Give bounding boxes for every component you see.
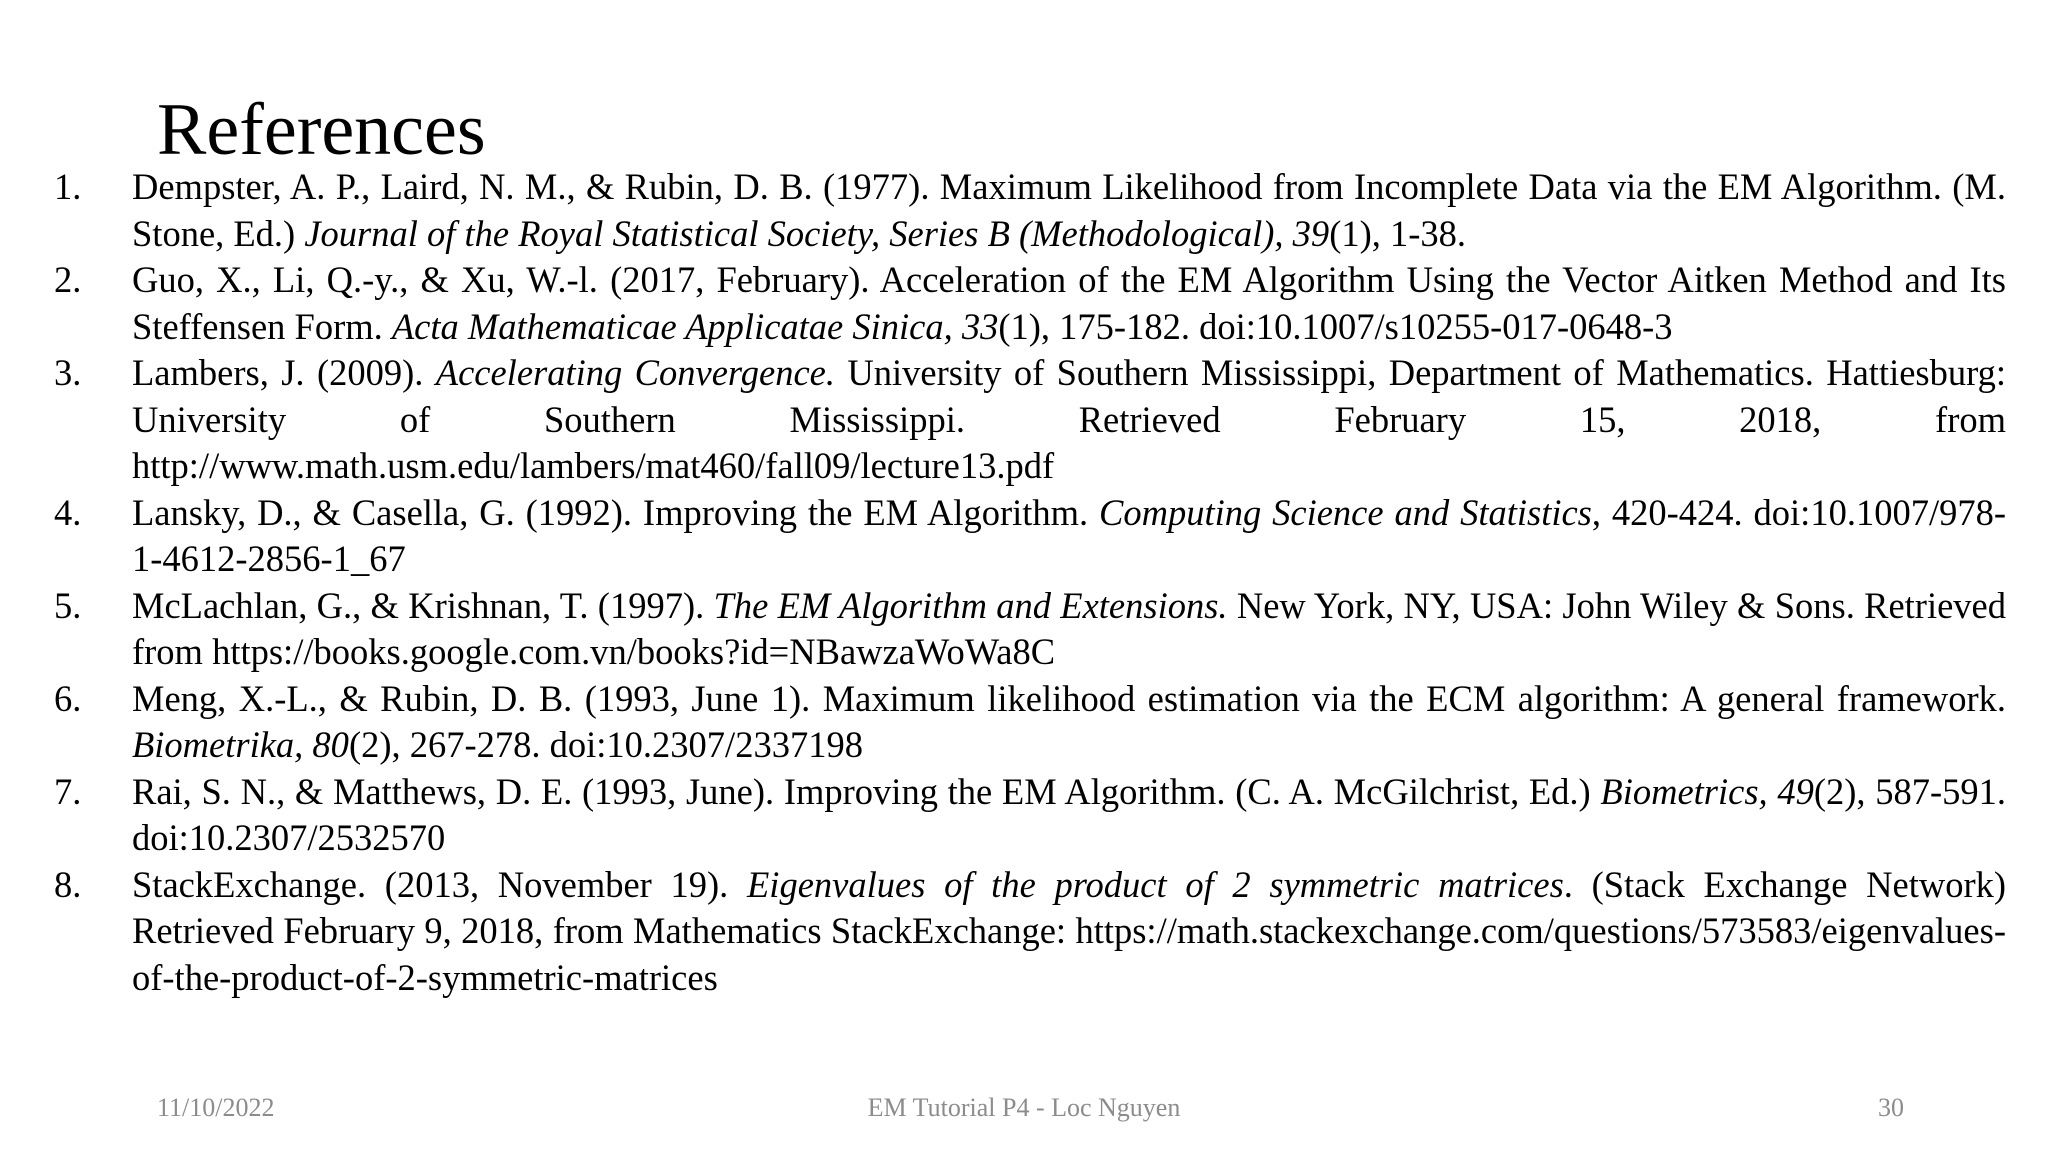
reference-segment: (2), 587-591. doi:10.2307/2532570	[132, 770, 2007, 858]
reference-segment: (2), 267-278. doi:10.2307/2337198	[348, 724, 863, 765]
reference-segment: Dempster, A. P., Laird, N. M., & Rubin, D. B. (1977). Maximum Likelihood from Incomplete Data via the EM Algorithm. (M. Stone, Ed.)	[132, 166, 2006, 254]
footer-date: 11/10/2022	[157, 1093, 275, 1122]
reference-segment: McLachlan, G., & Krishnan, T. (1997).	[132, 584, 714, 626]
reference-italic-segment: Biometrika, 80	[132, 724, 349, 765]
reference-number: 7.	[54, 770, 82, 812]
reference-item	[54, 862, 2006, 1002]
reference-text	[132, 585, 2006, 673]
reference-item	[54, 583, 2006, 676]
reference-number: 1.	[54, 166, 82, 207]
reference-number: 3.	[54, 352, 82, 393]
reference-italic-segment: Eigenvalues of the product of 2 symmetric matrices	[747, 863, 1564, 905]
reference-number: 4.	[54, 491, 82, 533]
reference-italic-segment: Acta Mathematicae Applicatae Sinica, 33	[391, 305, 999, 347]
reference-segment: Meng, X.-L., & Rubin, D. B. (1993, June 1). Maximum likelihood estimation via the ECM algorithm: A general framework.	[132, 677, 2006, 719]
reference-segment: Rai, S. N., & Matthews, D. E. (1993, June). Improving the EM Algorithm. (C. A. McGilchrist, Ed.)	[132, 770, 1601, 812]
reference-item	[54, 257, 2006, 350]
reference-text	[132, 864, 2006, 998]
reference-text	[132, 771, 2006, 859]
reference-item	[54, 769, 2006, 862]
reference-segment: Lambers, J. (2009).	[132, 352, 436, 393]
reference-text	[132, 492, 2006, 580]
reference-list	[54, 164, 2006, 1001]
reference-segment: New York, NY, USA: John Wiley & Sons. Retrieved from https://books.google.com.vn/books?id=NBawzaWoWa8C	[132, 584, 2006, 672]
reference-segment: Guo, X., Li, Q.-y., & Xu, W.-l. (2017, February). Acceleration of the EM Algorithm Using the Vector Aitken Method and Its Steffensen Form.	[132, 259, 2006, 347]
reference-italic-segment: Computing Science and Statistics	[1099, 491, 1592, 533]
reference-number: 6.	[54, 677, 82, 719]
reference-number: 5.	[54, 584, 82, 626]
reference-number: 8.	[54, 863, 82, 905]
reference-item	[54, 164, 2006, 257]
reference-item	[54, 676, 2006, 769]
reference-segment: , 420-424. doi:10.1007/978-1-4612-2856-1_67	[132, 491, 2006, 579]
reference-text	[132, 678, 2006, 766]
reference-segment: (1), 1-38.	[1329, 212, 1467, 254]
reference-item	[54, 490, 2006, 583]
reference-segment: . (Stack Exchange Network) Retrieved February 9, 2018, from Mathematics StackExchange: https://math.stackexchange.com/questions/573583/eigenvalues-of-the-product-of-2-symmetric-matrices	[132, 863, 2006, 998]
slide-title: References	[157, 88, 486, 171]
reference-item	[54, 350, 2006, 490]
reference-number: 2.	[54, 259, 82, 300]
reference-italic-segment: Accelerating Convergence.	[435, 352, 835, 393]
reference-text	[132, 166, 2006, 254]
footer-page-number: 30	[1878, 1093, 1904, 1122]
reference-italic-segment: The EM Algorithm and Extensions.	[713, 584, 1228, 626]
reference-text	[132, 259, 2006, 347]
reference-segment: Lansky, D., & Casella, G. (1992). Improving the EM Algorithm.	[132, 491, 1100, 533]
reference-segment: (1), 175-182. doi:10.1007/s10255-017-0648-3	[998, 305, 1673, 347]
reference-italic-segment: Journal of the Royal Statistical Society, Series B (Methodological), 39	[304, 212, 1330, 254]
reference-text	[132, 352, 2006, 486]
footer-title: EM Tutorial P4 - Loc Nguyen	[867, 1093, 1181, 1122]
reference-segment: University of Southern Mississippi, Department of Mathematics. Hattiesburg: University of Southern Mississippi. Retrieved February 15, 2018, from http://www.math.usm.edu/lambers/mat460/fall09/lecture13.pdf	[132, 352, 2007, 486]
reference-italic-segment: Biometrics, 49	[1600, 770, 1814, 812]
reference-segment: StackExchange. (2013, November 19).	[132, 863, 748, 905]
